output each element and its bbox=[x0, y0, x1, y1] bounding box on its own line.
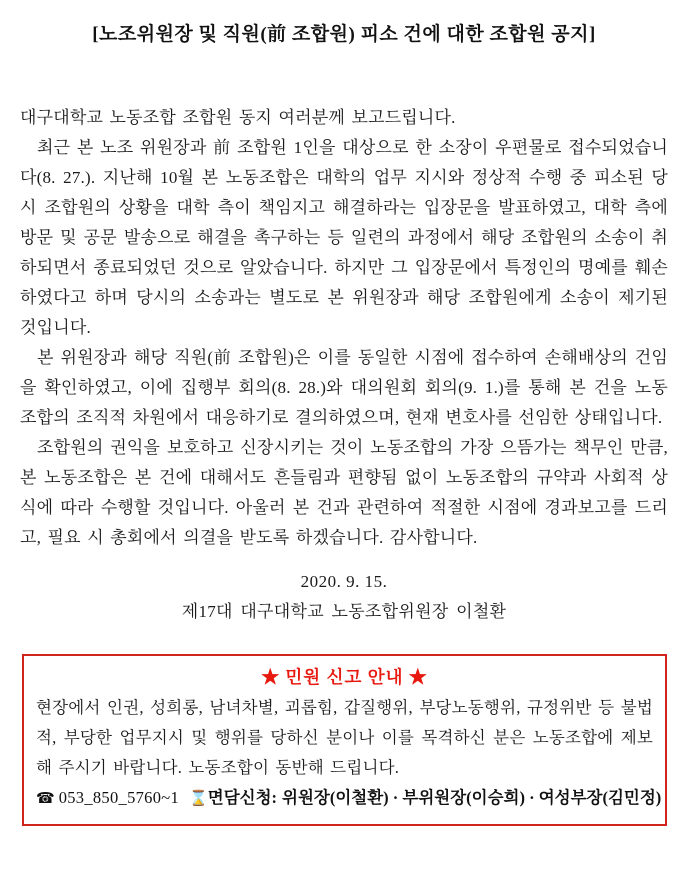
document-date: 2020. 9. 15. bbox=[300, 572, 388, 591]
telephone-icon: ☎ bbox=[36, 789, 55, 807]
paragraph-lawsuit-received: 최근 본 노조 위원장과 前 조합원 1인을 대상으로 한 소장이 우편물로 접수되었습니다(8. 27.). 지난해 10월 본 노동조합은 대학의 업무 지시와 정상적 수행 중 피소된 당시 조합원의 상황을 대학 측이 책임지고 해결하라는 입장문을 발표하였고, 대학 측에 방문 및 공문 발송으로 해결을 촉구하는 등 일련의 과정에서 해당 조합원의 소송이 취하되면서 종료되었던 것으로 알았습니다. 하지만 그 입장문에서 특정인의 명예를 훼손하였다고 하며 당시의 소송과는 별도로 본 위원장과 해당 조합원에게 소송이 제기된 것입니다. bbox=[20, 138, 668, 337]
hourglass-icon: ⌛ bbox=[189, 789, 208, 807]
notice-box-body: 현장에서 인권, 성희롱, 남녀차별, 괴롭힘, 갑질행위, 부당노동행위, 규정위반 등 불법적, 부당한 업무지시 및 행위를 당하신 분이나 이를 목격하신 분은 노동조합에 제보해 주시기 바랍니다. 노동조합이 동반해 드립니다. bbox=[36, 698, 653, 777]
meeting-request-label: 면담신청: bbox=[207, 788, 278, 807]
contact-people: 위원장(이철환) · 부위원장(이승희) · 여성부장(김민정) bbox=[282, 788, 662, 807]
phone-number: 053_850_5760~1 bbox=[58, 788, 180, 807]
document-body bbox=[20, 103, 668, 553]
signature-block bbox=[20, 567, 668, 627]
document-title: [노조위원장 및 직원(前 조합원) 피소 건에 대한 조합원 공지] bbox=[92, 24, 596, 45]
paragraph-union-response: 본 위원장과 해당 직원(前 조합원)은 이를 동일한 시점에 접수하여 손해배상의 건임을 확인하였고, 이에 집행부 회의(8. 28.)와 대의원회 회의(9. 1.)를 통해 본 건을 노동조합의 조직적 차원에서 대응하기로 결의하였으며, 현재 변호사를 선임한 상태입니다. bbox=[20, 348, 668, 427]
paragraph-closing: 조합원의 권익을 보호하고 신장시키는 것이 노동조합의 가장 으뜸가는 책무인 만큼, 본 노동조합은 본 건에 대해서도 흔들림과 편향됨 없이 노동조합의 규약과 사회적 상식에 따라 수행할 것입니다. 아울러 본 건과 관련하여 적절한 시점에 경과보고를 드리고, 필요 시 총회에서 의결을 받도록 하겠습니다. 감사합니다. bbox=[20, 438, 668, 547]
signature-line: 제17대 대구대학교 노동조합위원장 이철환 bbox=[181, 602, 507, 621]
notice-box-title: ★ 민원 신고 안내 ★ bbox=[261, 667, 428, 687]
notice-box-contact-line bbox=[36, 784, 662, 812]
complaint-report-notice-box bbox=[22, 654, 667, 826]
paragraph-greeting: 대구대학교 노동조합 조합원 동지 여러분께 보고드립니다. bbox=[20, 108, 456, 127]
